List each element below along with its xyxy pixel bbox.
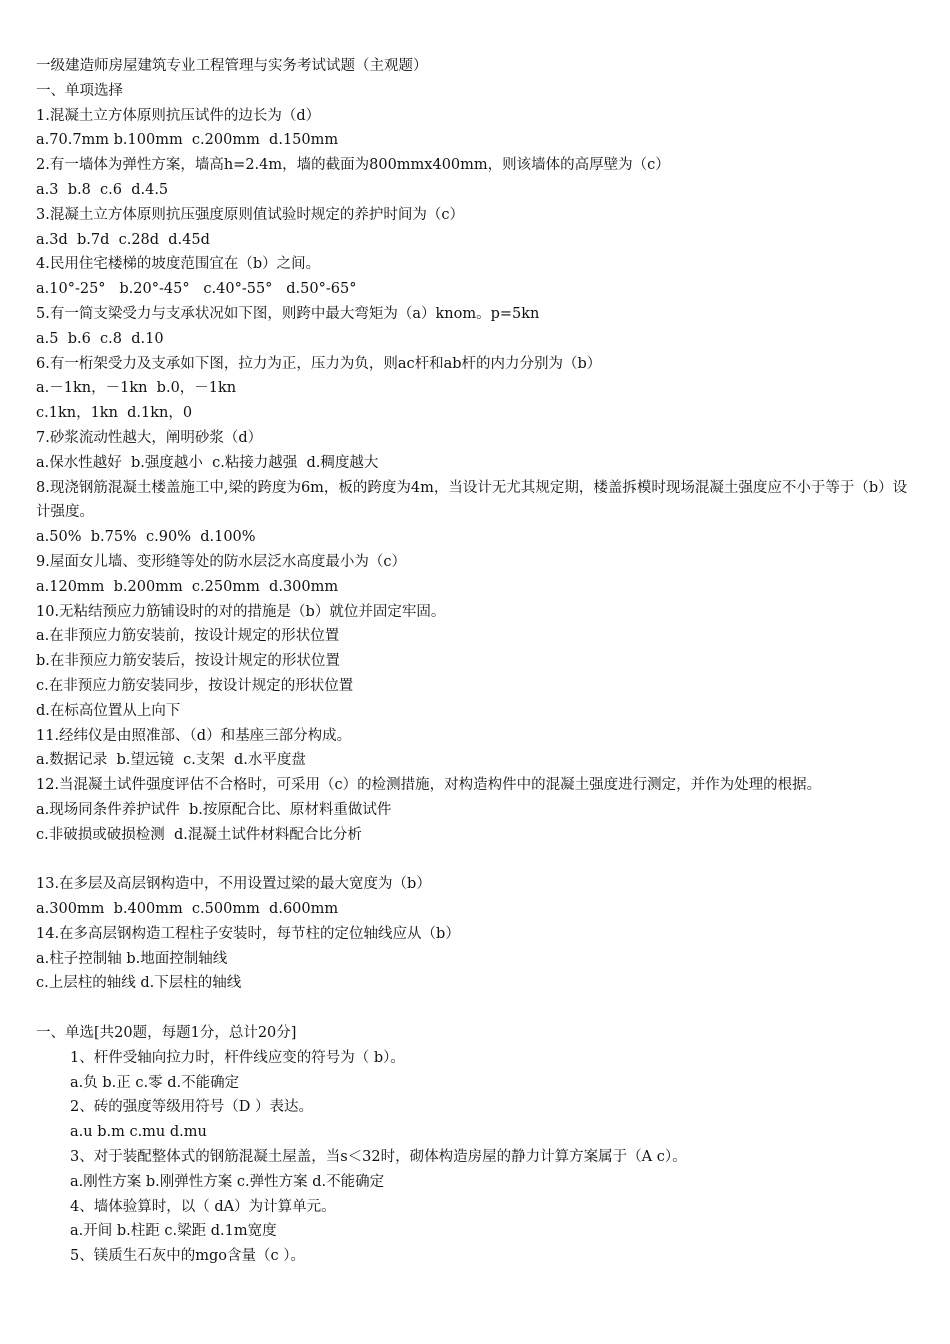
document-title: 一级建造师房屋建筑专业工程管理与实务考试试题（主观题） — [36, 58, 428, 74]
text-line: 2.有一墙体为弹性方案，墙高h=2.4m，墙的截面为800mmx400mm，则该墙体的高厚壁为（c） — [36, 157, 670, 174]
text-line: d.在标高位置从上向下 — [36, 702, 181, 719]
section-heading: 一、单项选择 — [36, 82, 123, 99]
text-line: 4.民用住宅楼梯的坡度范围宜在（b）之间。 — [36, 256, 321, 273]
text-line: c.1kn，1kn d.1kn，0 — [36, 405, 193, 422]
text-line: a.现场同条件养护试件 b.按原配合比、原材料重做试件 — [36, 801, 392, 818]
text-line: 11.经纬仪是由照准部、（d）和基座三部分构成。 — [36, 727, 352, 744]
text-line: 1.混凝土立方体原则抗压试件的边长为（d） — [36, 107, 321, 124]
text-line: 6.有一桁架受力及支承如下图，拉力为正，压力为负，则ac杆和ab杆的内力分别为（b） — [36, 355, 602, 372]
text-line: a.－1kn，－1kn b.0，－1kn — [36, 380, 237, 397]
text-line: a.3 b.8 c.6 d.4.5 — [36, 181, 169, 198]
text-line: 7.砂浆流动性越大，阐明砂浆（d） — [36, 429, 263, 446]
text-line: a.3d b.7d c.28d d.45d — [36, 231, 210, 248]
document-page — [36, 54, 916, 1269]
text-line: a.70.7mm b.100mm c.200mm d.150mm — [36, 132, 339, 149]
text-line: 4、墙体验算时，以（ dA）为计算单元。 — [70, 1198, 336, 1215]
text-line: 13.在多层及高层钢构造中，不用设置过梁的最大宽度为（b） — [36, 876, 431, 893]
text-line: a.负 b.正 c.零 d.不能确定 — [70, 1074, 240, 1091]
text-line: b.在非预应力筋安装后，按设计规定的形状位置 — [36, 653, 340, 670]
text-line: a.120mm b.200mm c.250mm d.300mm — [36, 578, 339, 595]
text-line: a.数据记录 b.望远镜 c.支架 d.水平度盘 — [36, 752, 306, 769]
blank-line — [36, 996, 916, 1021]
text-line: 9.屋面女儿墙、变形缝等处的防水层泛水高度最小为（c） — [36, 553, 406, 570]
question-12: 12.当混凝土试件强度评估不合格时，可采用（c）的检测措施，对构造构件中的混凝土强度进行测定，并作为处理的根据。 — [36, 777, 822, 794]
text-line: a.300mm b.400mm c.500mm d.600mm — [36, 901, 339, 918]
text-line: 1、杆件受轴向拉力时，杆件线应变的符号为（ b）。 — [70, 1049, 405, 1066]
text-line: 14.在多高层钢构造工程柱子安装时，每节柱的定位轴线应从（b） — [36, 925, 460, 942]
text-line: a.10°-25° b.20°-45° c.40°-55° d.50°-65° — [36, 281, 357, 298]
text-line: 3、对于装配整体式的钢筋混凝土屋盖，当s＜32时，砌体构造房屋的静力计算方案属于（A c）。 — [70, 1149, 687, 1166]
blank-line — [36, 848, 916, 873]
text-line: a.刚性方案 b.刚弹性方案 c.弹性方案 d.不能确定 — [70, 1173, 385, 1190]
text-line: a.柱子控制轴 b.地面控制轴线 — [36, 950, 228, 967]
text-line: c.在非预应力筋安装同步，按设计规定的形状位置 — [36, 677, 354, 694]
text-line: a.50% b.75% c.90% d.100% — [36, 529, 256, 546]
section-heading: 一、单选[共20题，每题1分，总计20分] — [36, 1025, 297, 1042]
text-line: a.开间 b.柱距 c.梁距 d.1m宽度 — [70, 1223, 277, 1240]
text-line: c.上层柱的轴线 d.下层柱的轴线 — [36, 975, 242, 992]
text-line: 5、镁质生石灰中的mgo含量（c ）。 — [70, 1248, 305, 1265]
text-line: 2、砖的强度等级用符号（D ）表达。 — [70, 1099, 313, 1116]
text-line: a.保水性越好 b.强度越小 c.粘接力越强 d.稠度越大 — [36, 454, 379, 471]
text-line: c.非破损或破损检测 d.混凝土试件材料配合比分析 — [36, 826, 362, 843]
text-line: a.u b.m c.mu d.mu — [70, 1124, 207, 1141]
text-line: 5.有一简支梁受力与支承状况如下图，则跨中最大弯矩为（a）knom。p=5kn — [36, 305, 540, 322]
text-line: a.在非预应力筋安装前，按设计规定的形状位置 — [36, 628, 340, 645]
text-line: 3.混凝土立方体原则抗压强度原则值试验时规定的养护时间为（c） — [36, 206, 464, 223]
question-8: 8.现浇钢筋混凝土楼盖施工中,梁的跨度为6m，板的跨度为4m，当设计无尤其规定期，楼盖拆模时现场混凝土强度应不小于等于（b）设计强度。 — [36, 479, 908, 521]
text-line: 10.无粘结预应力筋铺设时的对的措施是（b）就位并固定牢固。 — [36, 603, 446, 620]
text-line: a.5 b.6 c.8 d.10 — [36, 330, 164, 347]
